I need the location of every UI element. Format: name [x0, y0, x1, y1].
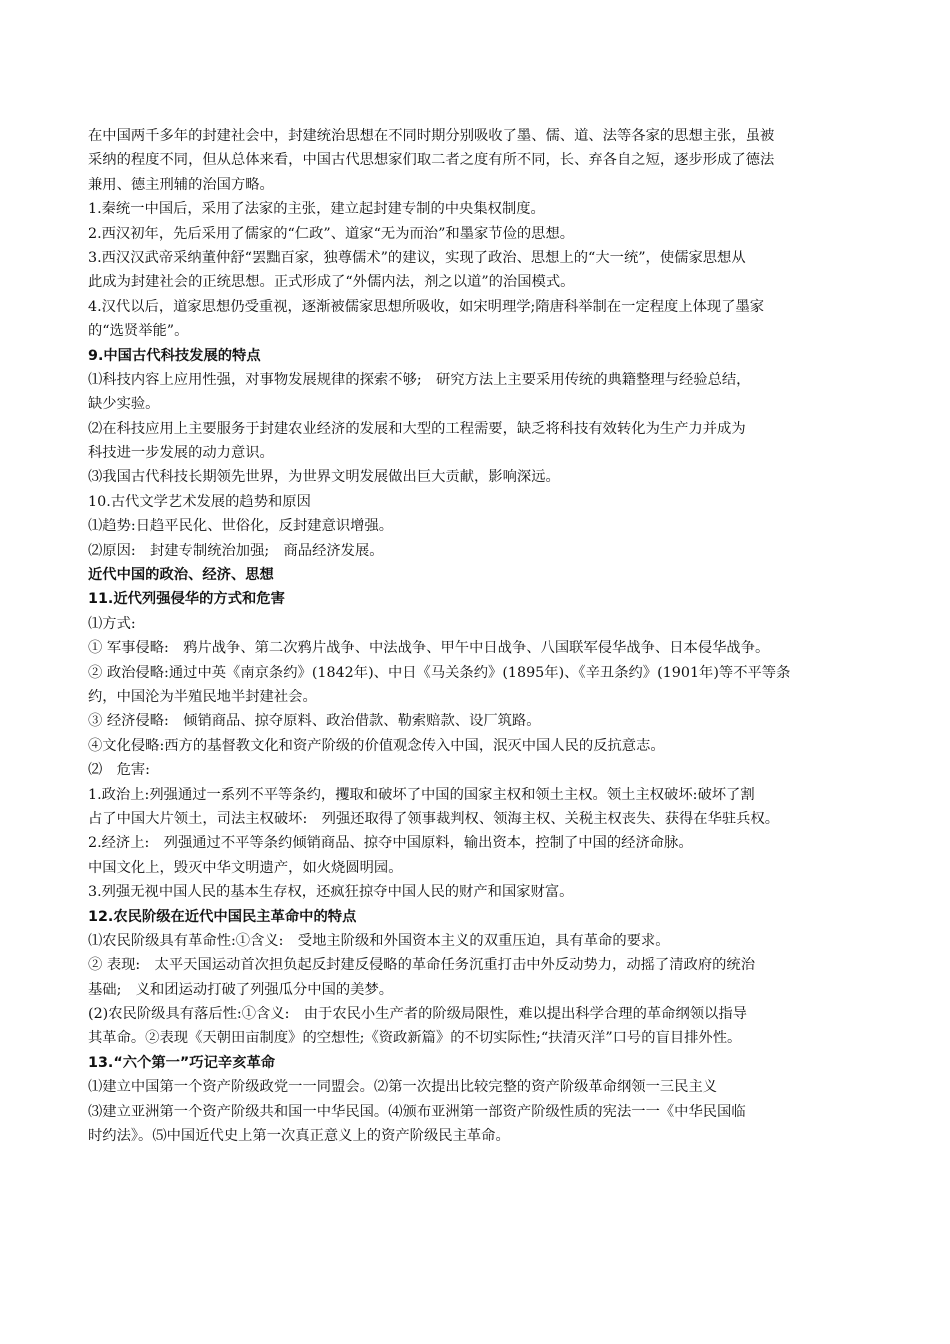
document-page	[88, 124, 878, 1148]
section-11-line: ② 政治侵略:通过中英《南京条约》(1842年)、中日《马关条约》(1895年)、《辛丑条约》(1901年)等不平等条	[88, 664, 791, 681]
section-11-line: 2.经济上: 列强通过不平等条约倾销商品、掠夺中国原料，输出资本，控制了中国的经济命脉。	[88, 835, 693, 852]
section-12-line: ② 表现: 太平天国运动首次担负起反封建反侵略的革命任务沉重打击中外反动势力，动摇了清政府的统治	[88, 957, 756, 974]
section-11-heading: 11.近代列强侵华的方式和危害	[88, 591, 285, 608]
intro-line: 兼用、德主刑辅的治国方略。	[88, 176, 274, 193]
section-13-heading: 13.“六个第一”巧记辛亥革命	[88, 1054, 276, 1071]
section-11-line: 约，中国沦为半殖民地半封建社会。	[88, 688, 317, 705]
section-13-line: ⑴建立中国第一个资产阶级政党一一同盟会。⑵第一次提出比较完整的资产阶级革命纲领一三民主义	[88, 1079, 718, 1096]
point-line: 的“选贤举能”。	[88, 323, 189, 340]
section-11-line: ③ 经济侵略: 倾销商品、掠夺原料、政治借款、勒索赔款、设厂筑路。	[88, 713, 541, 730]
point-line: 2.西汉初年，先后采用了儒家的“仁政”、道家“无为而治”和墨家节俭的思想。	[88, 225, 575, 242]
intro-line: 采纳的程度不同，但从总体来看，中国古代思想家们取二者之度有所不同，长、弃各自之短，逐步形成了德法	[88, 152, 775, 169]
point-line: 3.西汉汉武帝采纳董仲舒“罢黜百家，独尊儒术”的建议，实现了政治、思想上的“大一统”，使儒家思想从	[88, 249, 746, 266]
section-11-line: 中国文化上，毁灭中华文明遗产，如火烧圆明园。	[88, 859, 403, 876]
section-11-line: 1.政治上:列强通过一系列不平等条约，攫取和破坏了中国的国家主权和领土主权。领土主权破坏:破坏了割	[88, 786, 755, 803]
point-line: 此成为封建社会的正统思想。正式形成了“外儒内法，剂之以道”的治国模式。	[88, 274, 575, 291]
section-12-line: ⑴农民阶级具有革命性:①含义: 受地主阶级和外国资本主义的双重压迫，具有革命的要求。	[88, 932, 670, 949]
section-11-line: ⑴方式:	[88, 615, 136, 632]
section-12-line: 其革命。②表现《天朝田亩制度》的空想性;《资政新篇》的不切实际性;“扶清灭洋”口号的盲目排外性。	[88, 1030, 742, 1047]
section-11-line: ④文化侵略:西方的基督教文化和资产阶级的价值观念传入中国，泯灭中国人民的反抗意志。	[88, 737, 665, 754]
section-12-line: 基础; 义和团运动打破了列强瓜分中国的美梦。	[88, 981, 394, 998]
section-9-line: 缺少实验。	[88, 396, 160, 413]
section-10-line: ⑴趋势:日趋平民化、世俗化，反封建意识增强。	[88, 518, 394, 535]
section-11-line: 占了中国大片领土，司法主权破坏: 列强还取得了领事裁判权、领海主权、关税主权丧失、获得在华驻兵权。	[88, 810, 780, 827]
point-line: 4.汉代以后，道家思想仍受重视，逐渐被儒家思想所吸收，如宋明理学;隋唐科举制在一定程度上体现了墨家	[88, 298, 765, 315]
section-13-line: 时约法》。⑸中国近代史上第一次真正意义上的资产阶级民主革命。	[88, 1128, 510, 1145]
section-13-line: ⑶建立亚洲第一个资产阶级共和国一中华民国。⑷颁布亚洲第一部资产阶级性质的宪法一一《中华民国临	[88, 1103, 746, 1120]
section-9-line: ⑴科技内容上应用性强，对事物发展规律的探索不够; 研究方法上主要采用传统的典籍整理与经验总结，	[88, 371, 751, 388]
section-11-line: ⑵ 危害:	[88, 762, 151, 779]
section-11-line: 3.列强无视中国人民的基本生存权，还疯狂掠夺中国人民的财产和国家财富。	[88, 884, 574, 901]
section-11-line: ① 军事侵略: 鸦片战争、第二次鸦片战争、中法战争、甲午中日战争、八国联军侵华战争、日本侵华战争。	[88, 640, 770, 657]
point-line: 1.秦统一中国后，采用了法家的主张，建立起封建专制的中央集权制度。	[88, 201, 545, 218]
section-9-line: ⑶我国古代科技长期领先世界，为世界文明发展做出巨大贡献，影响深远。	[88, 469, 560, 486]
intro-line: 在中国两千多年的封建社会中，封建统治思想在不同时期分别吸收了墨、儒、道、法等各家的思想主张，虽被	[88, 128, 775, 144]
section-12-line: (2)农民阶级具有落后性:①含义: 由于农民小生产者的阶级局限性，难以提出科学合理的革命纲领以指导	[88, 1006, 747, 1023]
section-10-line: ⑵原因: 封建专制统治加强; 商品经济发展。	[88, 542, 384, 559]
section-9-line: ⑵在科技应用上主要服务于封建农业经济的发展和大型的工程需要，缺乏将科技有效转化为生产力并成为	[88, 420, 746, 437]
section-9-line: 科技进一步发展的动力意识。	[88, 445, 274, 462]
section-12-heading: 12.农民阶级在近代中国民主革命中的特点	[88, 908, 357, 925]
part-heading: 近代中国的政治、经济、思想	[88, 567, 274, 584]
section-10-heading: 10.古代文学艺术发展的趋势和原因	[88, 493, 311, 510]
section-9-heading: 9.中国古代科技发展的特点	[88, 347, 261, 364]
